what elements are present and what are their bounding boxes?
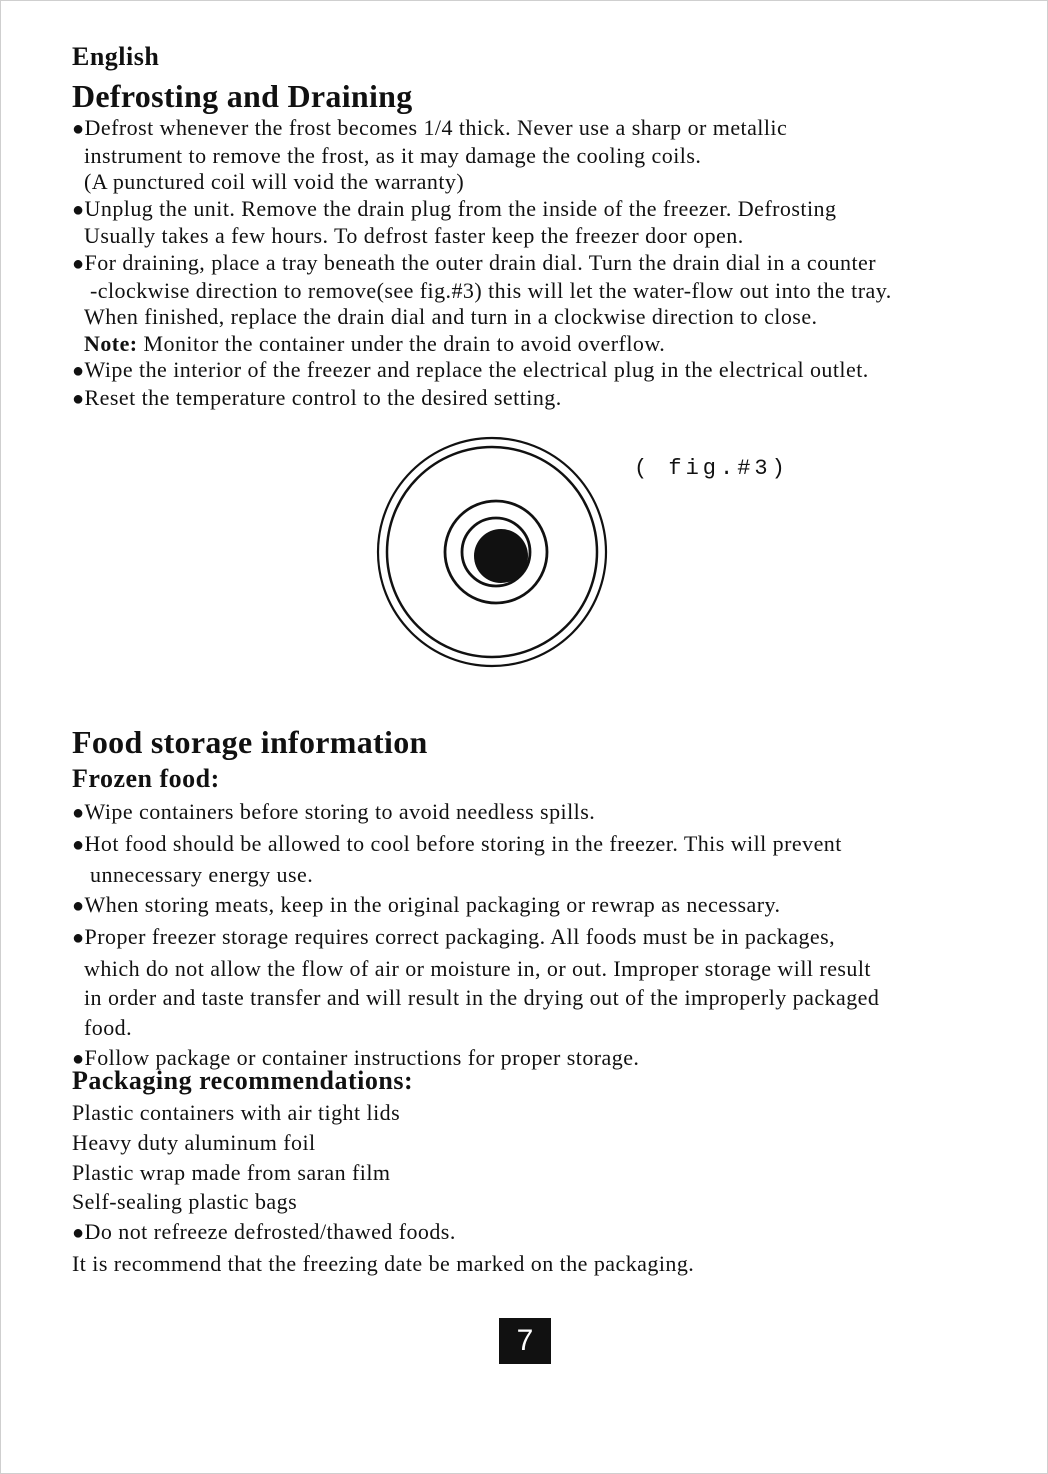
text-line: ●Wipe the interior of the freezer and replace the electrical plug in the electrical outlet. [72, 357, 869, 383]
list-item: Self-sealing plastic bags [72, 1189, 298, 1215]
drain-hole [474, 529, 528, 583]
bullet-icon: ● [72, 118, 85, 140]
bullet-icon: ● [72, 360, 85, 383]
bullet-icon: ● [72, 895, 85, 918]
list-item: Plastic wrap made from saran film [72, 1159, 391, 1185]
page-number: 7 [499, 1318, 551, 1364]
text-line: ●For draining, place a tray beneath the outer drain dial. Turn the drain dial in a counter [72, 249, 877, 275]
packaging-subheading: Packaging recommendations: [72, 1066, 414, 1095]
text-line: (A punctured coil will void the warranty) [84, 169, 465, 195]
text-line: ●Unplug the unit. Remove the drain plug from the inside of the freezer. Defrosting [72, 195, 837, 221]
text-line: ●When storing meats, keep in the original packaging or rewrap as necessary. [72, 892, 781, 918]
frozen-food-text [72, 797, 992, 1074]
defrosting-text [72, 115, 992, 413]
text-line: -clockwise direction to remove(see fig.#3) this will let the water-flow out into the tray. [90, 277, 892, 303]
food-storage-heading: Food storage information [72, 724, 428, 760]
list-item: Plastic containers with air tight lids [72, 1100, 401, 1125]
bullet-icon: ● [72, 387, 85, 410]
defrosting-heading: Defrosting and Draining [72, 78, 413, 114]
text-line: food. [84, 1014, 133, 1040]
list-item: Heavy duty aluminum foil [72, 1129, 316, 1155]
bullet-icon: ● [72, 252, 85, 275]
text-line: unnecessary energy use. [90, 862, 314, 888]
text-line: which do not allow the flow of air or moisture in, or out. Improper storage will result [84, 955, 871, 981]
text-line: ●Follow package or container instructions for proper storage. [72, 1044, 640, 1070]
text-line: ●Defrost whenever the frost becomes 1/4 thick. Never use a sharp or metallic [72, 115, 788, 140]
figure-caption: ( fig.#3) [634, 456, 789, 481]
bullet-icon: ● [72, 926, 85, 949]
text-line: ●Reset the temperature control to the desired setting. [72, 384, 562, 410]
text-line: instrument to remove the frost, as it may damage the cooling coils. [84, 142, 702, 168]
bullet-icon: ● [72, 802, 85, 824]
drain-dial-figure [372, 430, 612, 670]
text-line: When finished, replace the drain dial and turn in a clockwise direction to close. [84, 304, 818, 330]
text-line: It is recommend that the freezing date be marked on the packaging. [72, 1250, 695, 1276]
packaging-text [72, 1098, 992, 1279]
text-line: ●Hot food should be allowed to cool before storing in the freezer. This will prevent [72, 830, 842, 856]
bullet-icon: ● [72, 1222, 85, 1245]
bullet-icon: ● [72, 1047, 85, 1070]
bullet-icon: ● [72, 833, 85, 856]
frozen-food-subheading: Frozen food: [72, 764, 220, 793]
note-label: Note: [84, 330, 138, 356]
text-line: ●Do not refreeze defrosted/thawed foods. [72, 1219, 456, 1245]
bullet-icon: ● [72, 198, 85, 221]
text-line: ●Wipe containers before storing to avoid needless spills. [72, 799, 596, 824]
text-line: Usually takes a few hours. To defrost faster keep the freezer door open. [84, 223, 744, 249]
note-line: Note: Monitor the container under the drain to avoid overflow. [84, 330, 666, 356]
language-label: English [72, 42, 160, 71]
text-line: ●Proper freezer storage requires correct packaging. All foods must be in packages, [72, 923, 836, 949]
text-line: in order and taste transfer and will result in the drying out of the improperly packaged [84, 985, 880, 1011]
